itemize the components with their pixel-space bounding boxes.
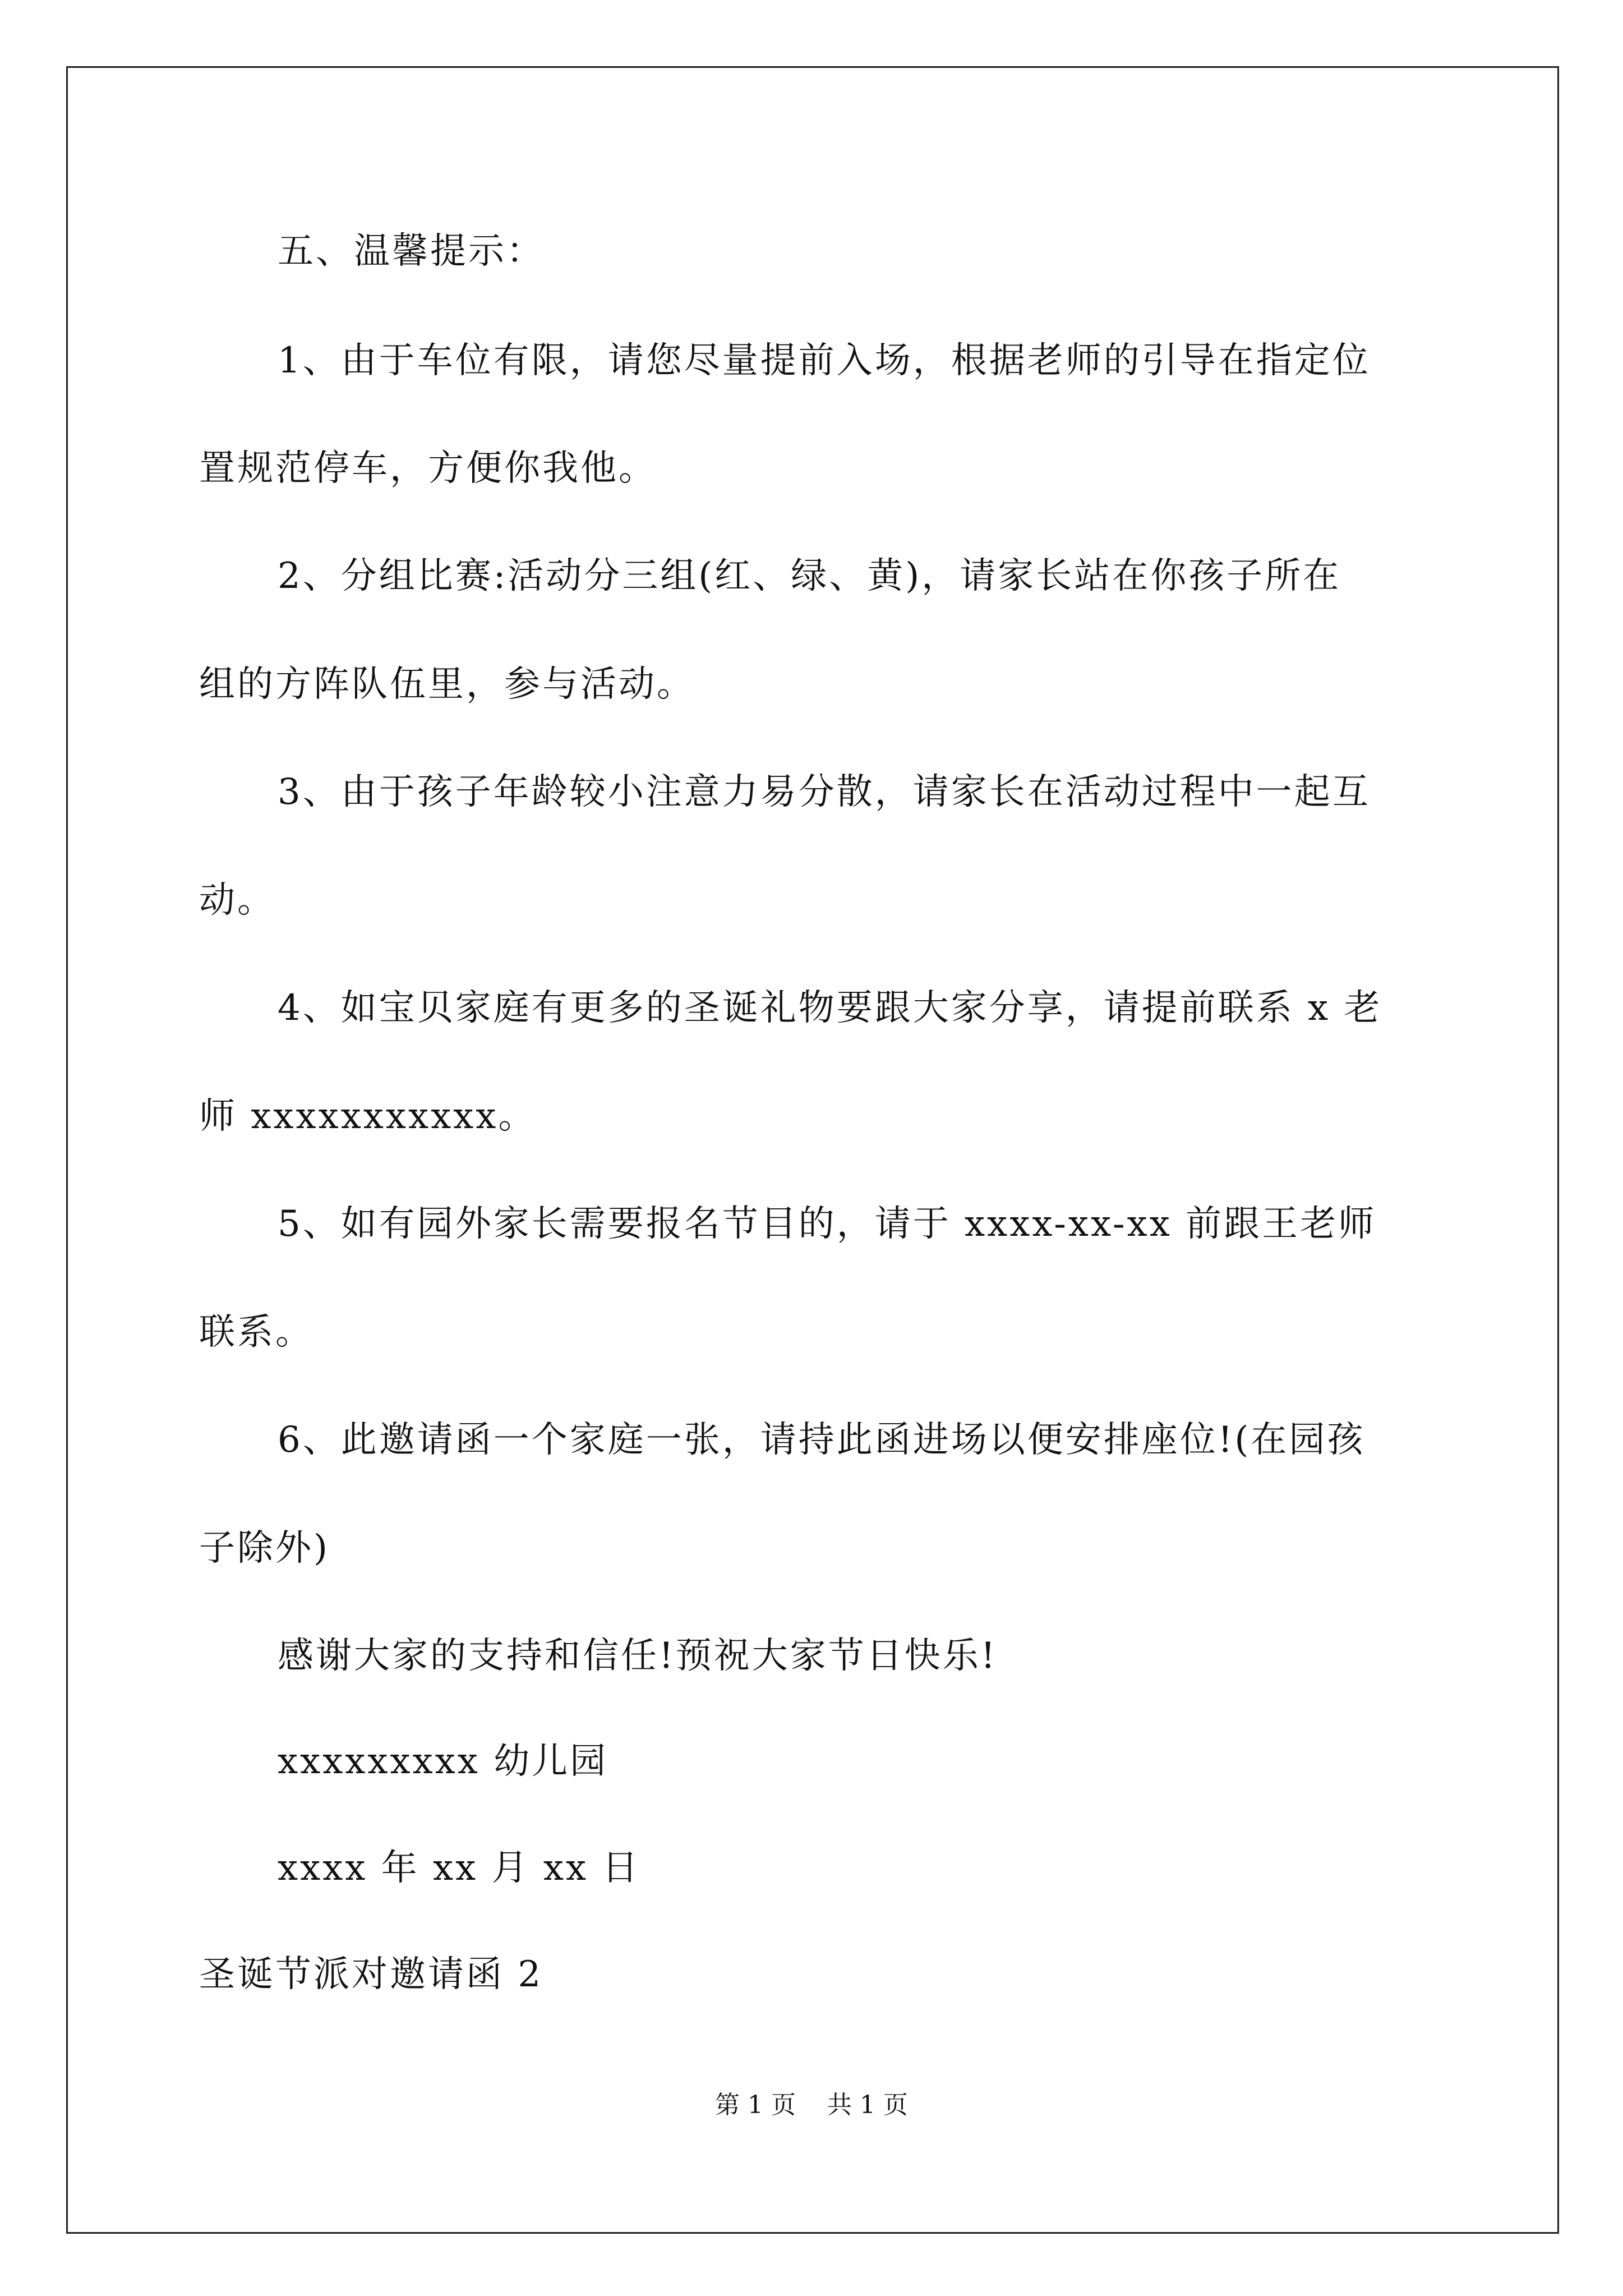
tip-6-line-1: 6、此邀请函一个家庭一张，请持此函进场以便安排座位!(在园孩	[278, 1419, 1366, 1461]
tip-3-line-2: 动。	[199, 880, 275, 921]
page-border	[66, 66, 1559, 2234]
tip-2-line-1: 2、分组比赛:活动分三组(红、绿、黄)，请家长站在你孩子所在	[278, 555, 1341, 597]
tip-5-line-2: 联系。	[199, 1312, 313, 1353]
tip-5-line-1: 5、如有园外家长需要报名节目的，请于 xxxx-xx-xx 前跟王老师	[278, 1203, 1377, 1245]
tip-1-line-2: 置规范停车，方便你我他。	[199, 448, 657, 489]
tip-3-line-1: 3、由于孩子年龄较小注意力易分散，请家长在活动过程中一起互	[278, 771, 1371, 813]
signature-date: xxxx 年 xx 月 xx 日	[278, 1847, 640, 1889]
signature-kindergarten: xxxxxxxxx 幼儿园	[278, 1741, 608, 1782]
tip-4-line-1: 4、如宝贝家庭有更多的圣诞礼物要跟大家分享，请提前联系 x 老	[278, 987, 1382, 1029]
tip-6-line-2: 子除外)	[199, 1527, 330, 1569]
section-heading: 五、温馨提示：	[278, 231, 545, 272]
page-number-footer: 第 1 页 共 1 页	[715, 2091, 908, 2119]
tip-2-line-2: 组的方阵队伍里，参与活动。	[199, 664, 695, 705]
thanks-text: 感谢大家的支持和信任!预祝大家节日快乐!	[278, 1635, 998, 1677]
tip-1-line-1: 1、由于车位有限，请您尽量提前入场，根据老师的引导在指定位	[278, 340, 1371, 381]
tip-4-line-2: 师 xxxxxxxxxxx。	[199, 1096, 537, 1137]
next-section-title: 圣诞节派对邀请函 2	[199, 1954, 543, 1995]
